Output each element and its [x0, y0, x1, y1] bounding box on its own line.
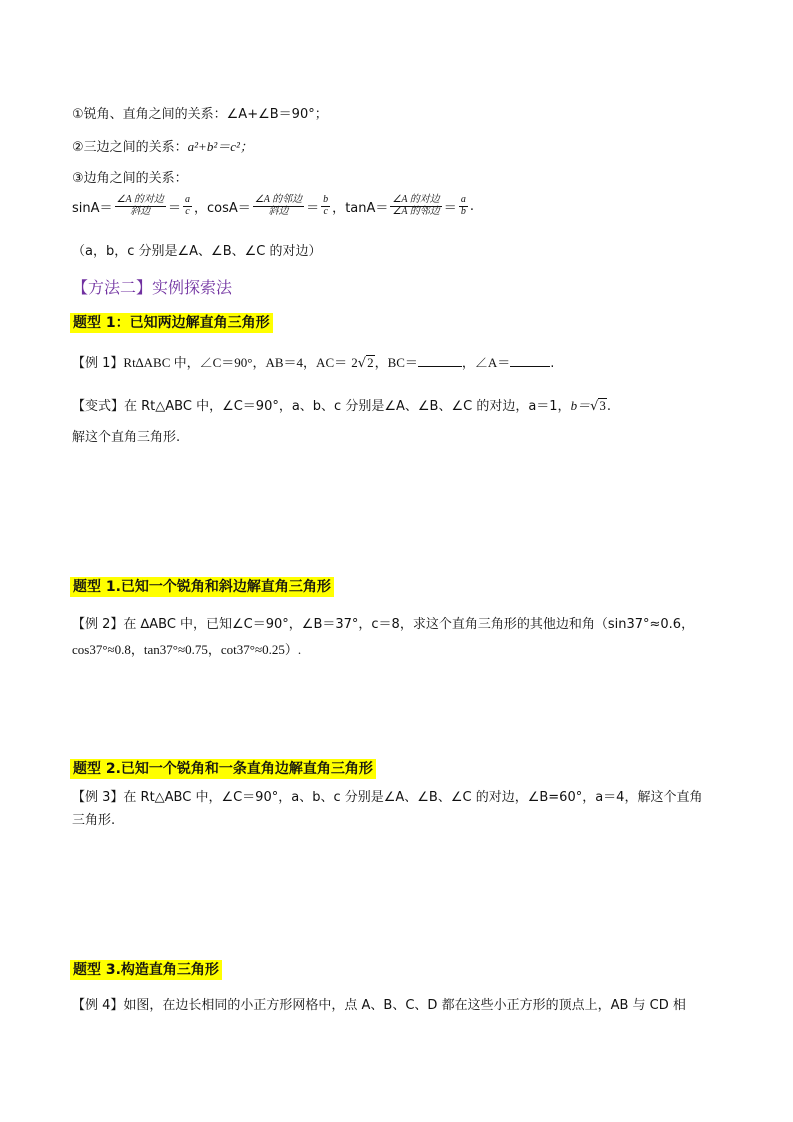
example-1-text-c: ，∠A＝ [461, 355, 511, 370]
example-1-text-a: Rt∆ABC 中，∠C＝90°，AB＝4，AC＝ [123, 355, 348, 370]
cos-fraction: $\frac{\text{∠A 的邻边}}{\text{斜边}}$ [254, 194, 303, 217]
type-1-heading: 题型 1：已知两边解直角三角形 [70, 312, 273, 332]
pythagoras-formula: a²+b²＝c²； [187, 139, 253, 154]
type-1b-heading: 题型 1.已知一个锐角和斜边解直角三角形 [70, 576, 334, 596]
cos-ratio: $\frac{b}{c}$ [323, 194, 329, 217]
example-3-line-1: 【例 3】在 Rt△ABC 中，∠C＝90°，a、b、c 分别是∠A、∠B、∠C 的对边，∠B=60°，a＝4，解这个直角 [72, 790, 703, 805]
tan-ratio: $\frac{a}{b}$ [460, 194, 466, 217]
angle-a-answer-blank[interactable] [510, 354, 550, 367]
type-2-heading: 题型 2.已知一个锐角和一条直角边解直角三角形 [70, 758, 376, 778]
relation-line-2 [72, 136, 253, 155]
variant-line-1: 【变式】在 Rt△ABC 中，∠C＝90°，a、b、c 分别是∠A、∠B、∠C 的对边，a＝1，b＝√3. [72, 398, 612, 414]
trig-formulas: sinA＝ $\frac{\text{∠A 的对边}}{\text{斜边}}$ ＝ $\frac{a}{c}$ ， cosA＝ $\frac{\text{∠A 的邻边}}{\text{斜边}}$ ＝ $\frac{b}{c}$ ， tanA＝ $\frac{\text{∠A 的对边}}{\text{∠A 的邻边}}$ ＝ $\frac{a}{b}$ . [72, 194, 474, 217]
variant-prefix: 【变式】 [72, 399, 125, 414]
variant-text-b: b＝ [570, 398, 591, 413]
example-1: 【例 1】Rt∆ABC 中，∠C＝90°，AB＝4，AC＝ 2√2，BC＝ ，∠A＝ . [72, 355, 555, 371]
type-3-heading: 题型 3.构造直角三角形 [70, 959, 222, 979]
example-3-line-2: 三角形. [72, 813, 116, 828]
tan-label: tanA＝ [345, 200, 389, 216]
example-2-line-2: cos37°≈0.8，tan37°≈0.75，cot37°≈0.25）. [72, 642, 302, 657]
example-1-text-d: . [550, 356, 555, 371]
example-1-sqrt-value: 2 [367, 355, 374, 370]
relation-line-1: ①锐角、直角之间的关系：∠A+∠B＝90°； [72, 107, 328, 122]
method-2-title: 【方法二】实例探索法 [72, 278, 233, 297]
example-2-line-1: 【例 2】在 ∆ABC 中，已知∠C＝90°，∠B＝37°，c＝8，求这个直角三角形的其他边和角（sin37°≈0.6， [72, 617, 695, 632]
example-4-line-1: 【例 4】如图，在边长相同的小正方形网格中，点 A、B、C、D 都在这些小正方形的顶点上，AB 与 CD 相 [72, 998, 686, 1013]
variant-line-2: 解这个直角三角形. [72, 430, 181, 445]
example-1-text-b: ，BC＝ [374, 355, 418, 370]
sin-fraction: $\frac{\text{∠A 的对边}}{\text{斜边}}$ [116, 194, 164, 217]
relation-line-2-label: ②三边之间的关系： [72, 140, 188, 155]
sides-note: （a，b，c 分别是∠A、∠B、∠C 的对边） [72, 244, 322, 259]
cos-label: cosA＝ [206, 200, 251, 216]
bc-answer-blank[interactable] [418, 354, 462, 367]
example-1-sqrt-coef: 2 [351, 355, 358, 370]
variant-text-c: . [606, 399, 612, 414]
variant-text-a: 在 Rt△ABC 中，∠C＝90°，a、b、c 分别是∠A、∠B、∠C 的对边，a＝1， [124, 399, 571, 414]
sin-label: sinA＝ [72, 200, 113, 216]
relation-line-3: ③边角之间的关系： [72, 171, 188, 186]
variant-sqrt-value: 3 [599, 398, 606, 413]
tan-fraction: $\frac{\text{∠A 的对边}}{\text{∠A 的邻边}}$ [392, 194, 440, 217]
example-1-prefix: 【例 1】 [72, 356, 124, 371]
sin-ratio: $\frac{a}{c}$ [184, 194, 190, 217]
